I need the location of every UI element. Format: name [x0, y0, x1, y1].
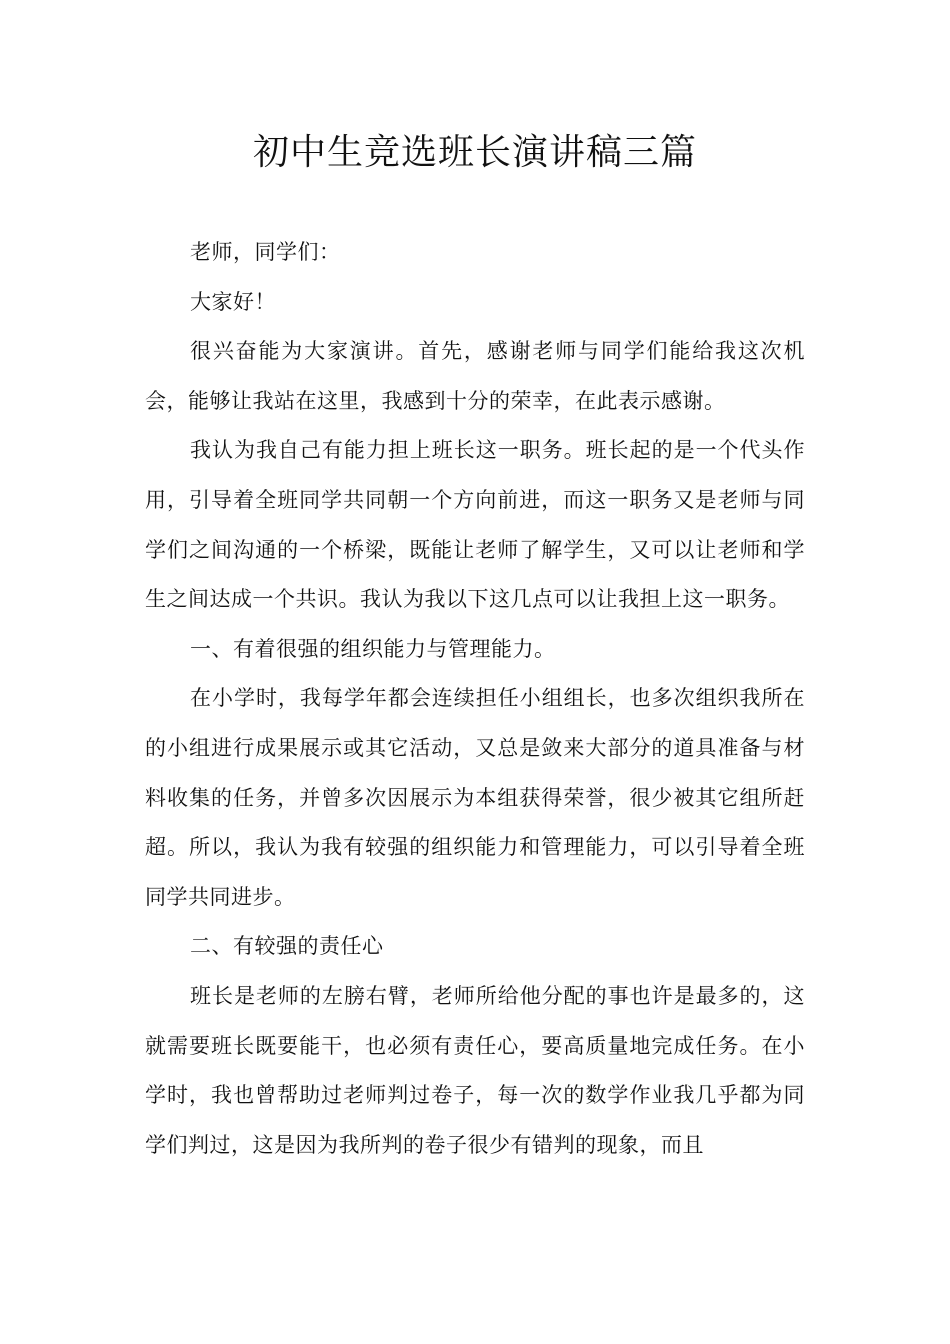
body-paragraph: 在小学时，我每学年都会连续担任小组组长，也多次组织我所在的小组进行成果展示或其它活动，又总是敛来大部分的道具准备与材料收集的任务，并曾多次因展示为本组获得荣誉，很少被其它组所赶超。所以，我认为我有较强的组织能力和管理能力，可以引导着全班同学共同进步。	[145, 686, 805, 909]
section-heading: 一、有着很强的组织能力与管理能力。	[190, 636, 556, 661]
salutation-paragraph: 大家好！	[190, 289, 276, 314]
section-heading: 二、有较强的责任心	[190, 934, 384, 959]
document-title: 初中生竞选班长演讲稿三篇	[252, 132, 697, 173]
document-body	[145, 228, 805, 1170]
body-paragraph: 班长是老师的左膀右臂，老师所给他分配的事也许是最多的，这就需要班长既要能干，也必须有责任心，要高质量地完成任务。在小学时，我也曾帮助过老师判过卷子，每一次的数学作业我几乎都为同学们判过，这是因为我所判的卷子很少有错判的现象，而且	[145, 983, 805, 1157]
body-paragraph: 很兴奋能为大家演讲。首先，感谢老师与同学们能给我这次机会，能够让我站在这里，我感到十分的荣幸，在此表示感谢。	[145, 339, 805, 413]
greeting-paragraph: 老师，同学们：	[190, 240, 341, 264]
body-paragraph: 我认为我自己有能力担上班长这一职务。班长起的是一个代头作用，引导着全班同学共同朝一个方向前进，而这一职务又是老师与同学们之间沟通的一个桥梁，既能让老师了解学生，又可以让老师和学生之间达成一个共识。我认为我以下这几点可以让我担上这一职务。	[145, 438, 805, 612]
